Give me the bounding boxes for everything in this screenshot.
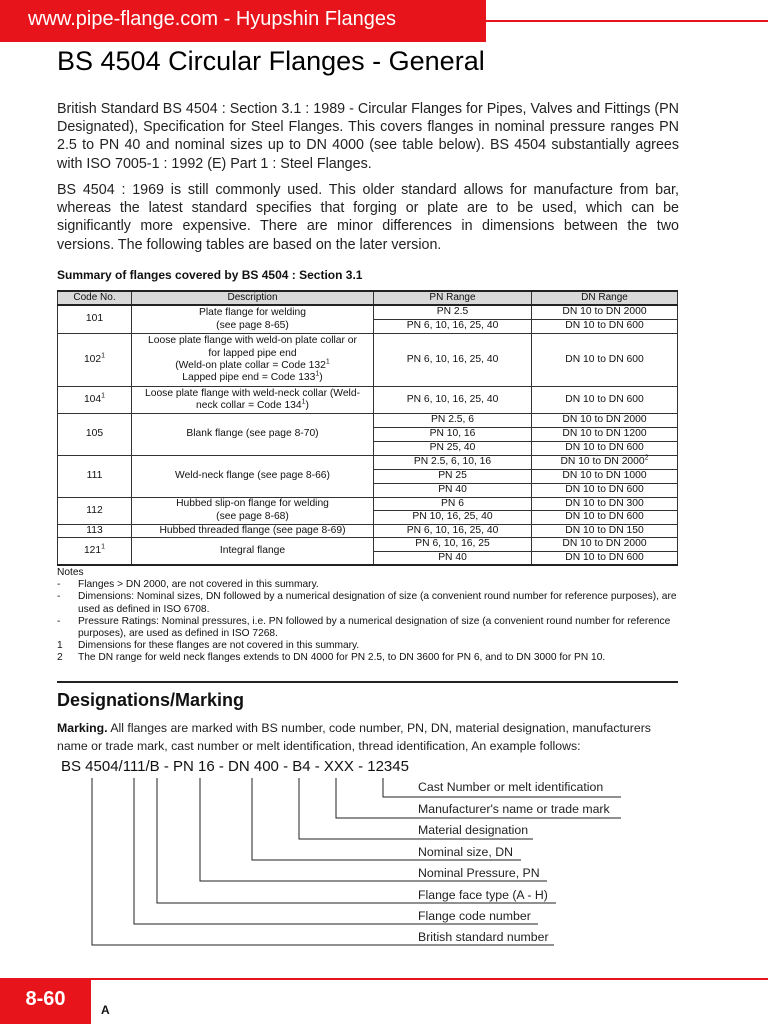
history-paragraph: BS 4504 : 1969 is still commonly used. This older standard allows for manufacture from bar, whereas the latest standard specifies that forging or plate are to be used, which can be significantly more expensive. There are minor differences in dimensions between the two versions. The following tables are based on the later version. <box>57 182 679 253</box>
note-item: 2 The DN range for weld neck flanges extends to DN 4000 for PN 2.5, to DN 3600 for PN 6, and to DN 3000 for PN 10. <box>57 652 606 664</box>
legend-nominal-size: Nominal size, DN <box>418 845 513 859</box>
pn-cell: PN 6, 10, 16, 25, 40 <box>374 333 532 386</box>
dn-cell: DN 10 to DN 2000 <box>532 413 678 427</box>
dn-cell: DN 10 to DN 600 <box>532 441 678 455</box>
intro-paragraph: British Standard BS 4504 : Section 3.1 : 1989 - Circular Flanges for Pipes, Valves and Fittings (PN Designated), Specification for Steel Flanges. This covers flanges in nominal pressure ranges PN 2.5 to PN 40 and nominal sizes up to DN 4000 (see table below). BS 4504 substantially agrees with ISO 7005-1 : 1992 (E) Part 1 : Steel Flanges. <box>57 101 679 172</box>
legend-face-type: Flange face type (A - H) <box>418 888 548 902</box>
dn-cell: DN 10 to DN 600 <box>532 386 678 413</box>
dn-cell: DN 10 to DN 300 <box>532 497 678 510</box>
legend-cast-number: Cast Number or melt identification <box>418 780 604 794</box>
pn-cell: PN 40 <box>374 551 532 565</box>
note-item: - Dimensions: Nominal sizes, DN followed by a numerical designation of size (a convenient round number for reference purposes), are used as defined in ISO 6708. <box>57 591 677 615</box>
legend-material: Material designation <box>418 823 529 837</box>
code-cell: 105 <box>58 413 132 455</box>
table-caption: Summary of flanges covered by BS 4504 : Section 3.1 <box>57 268 363 282</box>
code-cell: $102^1$ <box>58 333 132 386</box>
dn-cell: DN 10 to DN 600 <box>532 483 678 497</box>
dn-cell: DN 10 to DN 1200 <box>532 427 678 441</box>
notes-title: Notes <box>57 567 84 578</box>
legend-standard-number: British standard number <box>418 930 549 944</box>
footer-letter: A <box>101 1003 110 1017</box>
legend-manufacturer: Manufacturer's name or trade mark <box>418 802 610 816</box>
pn-cell: PN 25, 40 <box>374 441 532 455</box>
designations-heading: Designations/Marking <box>57 690 245 710</box>
description-cell: Blank flange (see page 8-70) <box>132 413 374 455</box>
legend-code-number: Flange code number <box>418 909 531 923</box>
dn-cell: DN 10 to DN 2000 <box>532 305 678 319</box>
dn-cell: DN 10 to DN 600 <box>532 333 678 386</box>
legend-nominal-pressure: Nominal Pressure, PN <box>418 866 540 880</box>
dn-cell: DN 10 to DN 600 <box>532 511 678 524</box>
header-pn-range: PN Range <box>374 291 532 305</box>
header-description: Description <box>132 291 374 305</box>
dn-cell: DN 10 to DN 600 <box>532 551 678 565</box>
dn-cell: DN 10 to DN 600 <box>532 319 678 333</box>
description-cell: Weld-neck flange (see page 8-66) <box>132 455 374 497</box>
description-cell: Plate flange for welding (see page 8-65) <box>132 305 374 333</box>
code-cell: 111 <box>58 455 132 497</box>
site-title[interactable]: www.pipe-flange.com - Hyupshin Flanges <box>28 8 396 30</box>
note-item: - Flanges > DN 2000, are not covered in this summary. <box>57 579 319 591</box>
description-cell: Loose plate flange with weld-neck collar (Weld- neck collar = Code $134^1$) <box>132 386 374 413</box>
description-cell: Hubbed slip-on flange for welding (see page 8-68) <box>132 497 374 524</box>
code-cell: $104^1$ <box>58 386 132 413</box>
dn-cell: DN 10 to DN 2000$^2$ <box>532 455 678 469</box>
pn-cell: PN 6 <box>374 497 532 510</box>
marking-paragraph: Marking. All flanges are marked with BS number, code number, PN, DN, material designation, manufacturers name or trade mark, cast number or melt identification, thread identification, An example follows: <box>57 721 651 753</box>
pn-cell: PN 10, 16, 25, 40 <box>374 511 532 524</box>
description-cell: Integral flange <box>132 538 374 565</box>
code-cell: 112 <box>58 497 132 524</box>
header-dn-range: DN Range <box>532 291 678 305</box>
page-title: BS 4504 Circular Flanges - General <box>57 46 485 76</box>
description-cell: Hubbed threaded flange (see page 8-69) <box>132 524 374 537</box>
pn-cell: PN 2.5, 6 <box>374 413 532 427</box>
header-code: Code No. <box>58 291 132 305</box>
note-item: - Pressure Ratings: Nominal pressures, i.e. PN followed by a numerical designation of size (a convenient round number for reference purposes), are used as defined in ISO 7268. <box>57 615 671 640</box>
pn-cell: PN 40 <box>374 483 532 497</box>
pn-cell: PN 6, 10, 16, 25, 40 <box>374 386 532 413</box>
note-item: 1 Dimensions for these flanges are not covered in this summary. <box>57 640 360 652</box>
footer-rule <box>91 978 768 980</box>
pn-cell: PN 6, 10, 16, 25, 40 <box>374 319 532 333</box>
description-cell: Loose plate flange with weld-on plate collar or for lapped pipe end (Weld-on plate collar = Code $132^1$ Lapped pipe end = Code $133^1$) <box>132 333 374 386</box>
pn-cell: PN 25 <box>374 469 532 483</box>
page-number-box <box>0 978 91 1024</box>
code-cell: $121^1$ <box>58 538 132 565</box>
pn-cell: PN 2.5 <box>374 305 532 319</box>
dn-cell: DN 10 to DN 2000 <box>532 538 678 551</box>
marking-example: BS 4504/111/B - PN 16 - DN 400 - B4 - XXX - 12345 <box>61 758 409 775</box>
code-cell: 101 <box>58 305 132 333</box>
dn-cell: DN 10 to DN 150 <box>532 524 678 537</box>
pn-cell: PN 2.5, 6, 10, 16 <box>374 455 532 469</box>
page-number: 8-60 <box>25 988 66 1010</box>
pn-cell: PN 6, 10, 16, 25, 40 <box>374 524 532 537</box>
dn-cell: DN 10 to DN 1000 <box>532 469 678 483</box>
code-cell: 113 <box>58 524 132 537</box>
pn-cell: PN 10, 16 <box>374 427 532 441</box>
pn-cell: PN 6, 10, 16, 25 <box>374 538 532 551</box>
